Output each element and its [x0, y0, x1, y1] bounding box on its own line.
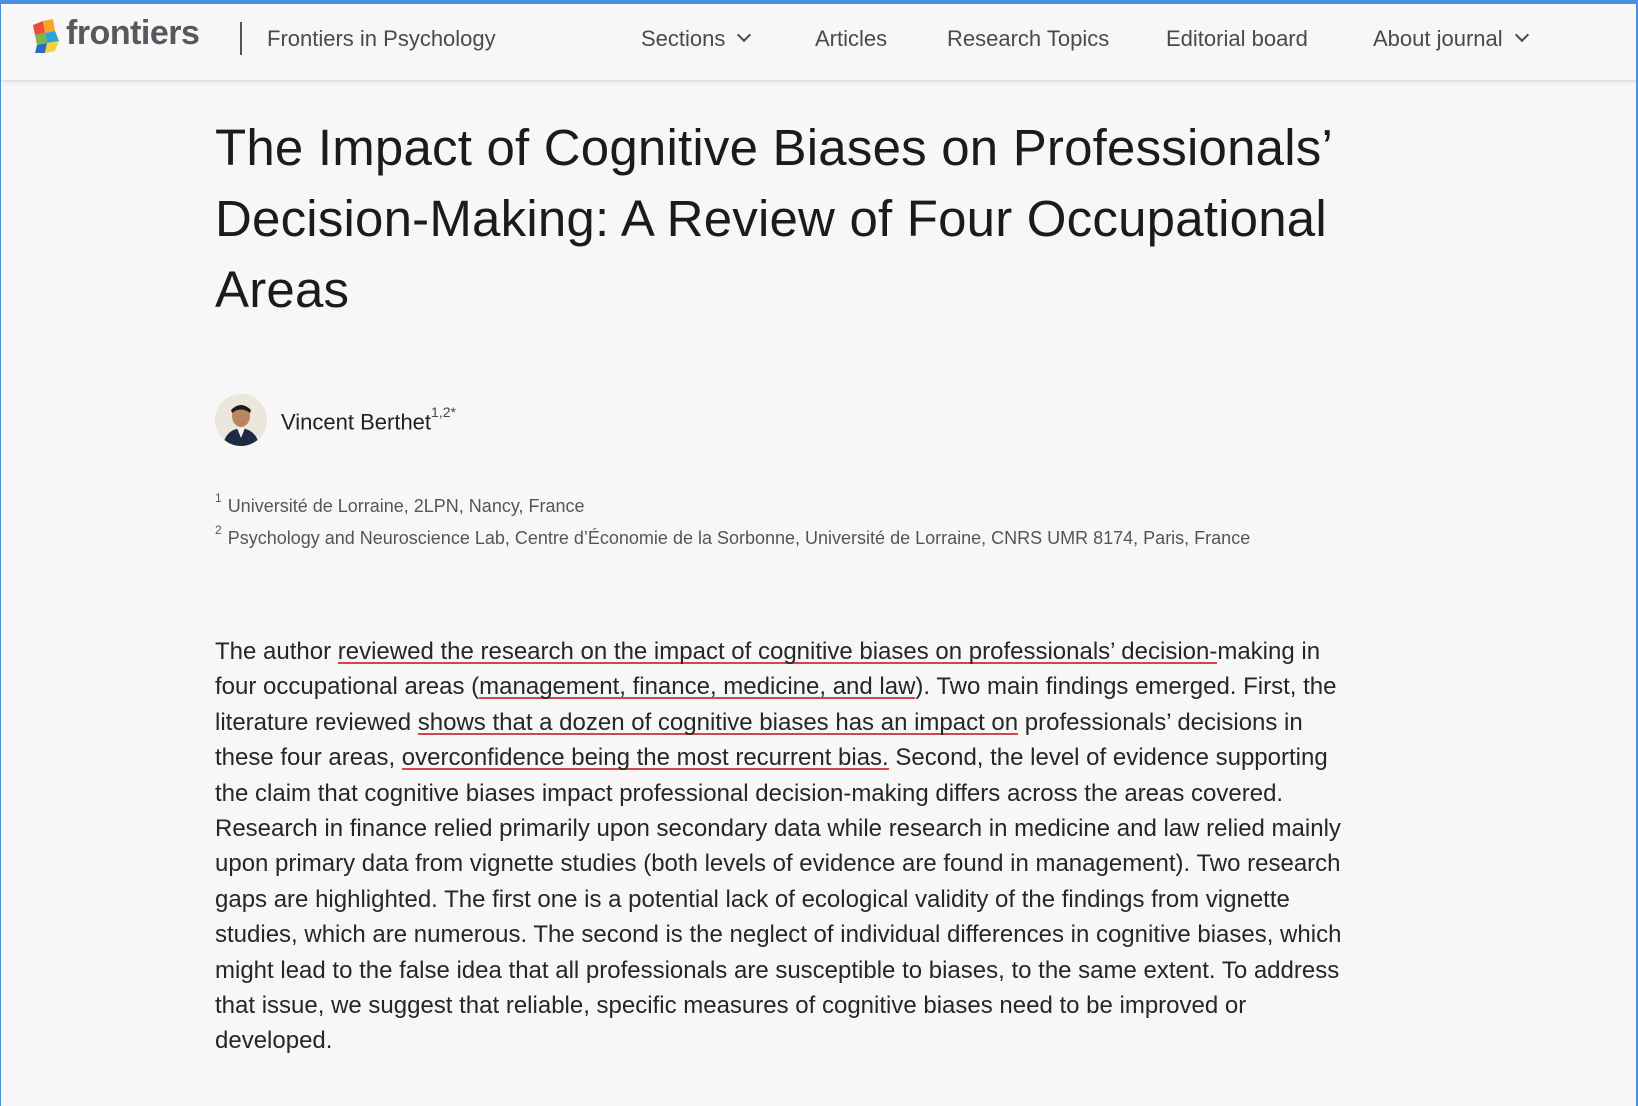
affiliation-number: 1 [215, 491, 222, 505]
abstract-underlined-text: management, finance, medicine, and law [479, 673, 916, 701]
header-divider [240, 22, 242, 55]
abstract-underlined-text: overconfidence being the most recurrent bias. [401, 744, 889, 772]
nav-editorial-board-label: Editorial board [1166, 26, 1308, 51]
frontiers-logo-icon [29, 17, 61, 55]
nav-research-topics[interactable] [947, 26, 1109, 52]
abstract [215, 634, 1365, 1059]
abstract-text: The author [215, 638, 338, 665]
chevron-down-icon [1515, 28, 1529, 42]
abstract-text: Second, the level of evidence supporting the claim that cognitive biases impact professional decision-making differs across the areas covered. Research in finance relied primarily upon secondary data while research in medicine and law relied mainly upon primary data from vignette studies (both levels of evidence are found in management). Two research gaps are highlighted. The first one is a potential lack of ecological validity of the findings from vignette studies, which are numerous. The second is the neglect of individual differences in cognitive biases, which might lead to the false idea that all professionals are susceptible to biases, to the same extent. To address that issue, we suggest that reliable, specific measures of cognitive biases need to be improved or developed. [215, 744, 1342, 1055]
affiliation-item [215, 520, 1250, 552]
affiliation-text: Psychology and Neuroscience Lab, Centre d’Économie de la Sorbonne, Université de Lorraine, CNRS UMR 8174, Paris, France [227, 528, 1251, 548]
author-name-text: Vincent Berthet [281, 409, 432, 435]
journal-name-link[interactable]: Frontiers in Psychology [267, 26, 496, 51]
abstract-text: professionals’ decisions in these four areas, [215, 708, 1303, 772]
affiliation-item [215, 488, 1250, 520]
nav-about-journal-label: About journal [1373, 26, 1503, 51]
abstract-text: ). Two main findings emerged. First, the literature reviewed [215, 673, 1337, 736]
abstract-underlined-text: shows that a dozen of cognitive biases has an impact on [417, 708, 1019, 736]
author-name[interactable] [281, 404, 456, 435]
nav-articles-label: Articles [815, 26, 888, 51]
author-block[interactable] [215, 394, 456, 446]
affiliation-number: 2 [215, 523, 222, 537]
nav-sections[interactable] [641, 26, 749, 52]
author-avatar[interactable] [215, 394, 267, 446]
abstract-underlined-text: reviewed the research on the impact of cognitive biases on professionals’ decision- [337, 638, 1218, 665]
nav-articles[interactable] [815, 26, 887, 52]
nav-editorial-board[interactable] [1166, 26, 1308, 52]
logo-text: frontiers [66, 14, 200, 52]
frontiers-logo[interactable] [29, 16, 199, 55]
article-title: The Impact of Cognitive Biases on Professionals’ Decision-Making: A Review of Four Occupational Areas [215, 119, 1332, 318]
top-navigation-bar [1, 4, 1636, 81]
person-icon [215, 394, 267, 446]
nav-sections-label: Sections [641, 26, 726, 51]
chevron-down-icon [737, 28, 751, 42]
abstract-text: making in four occupational areas ( [215, 638, 1321, 701]
nav-about-journal[interactable] [1373, 26, 1527, 52]
affiliation-text: Université de Lorraine, 2LPN, Nancy, France [227, 496, 585, 516]
affiliations [215, 488, 1250, 552]
nav-research-topics-label: Research Topics [947, 26, 1110, 51]
author-affiliation-sup: 1,2* [431, 404, 456, 421]
